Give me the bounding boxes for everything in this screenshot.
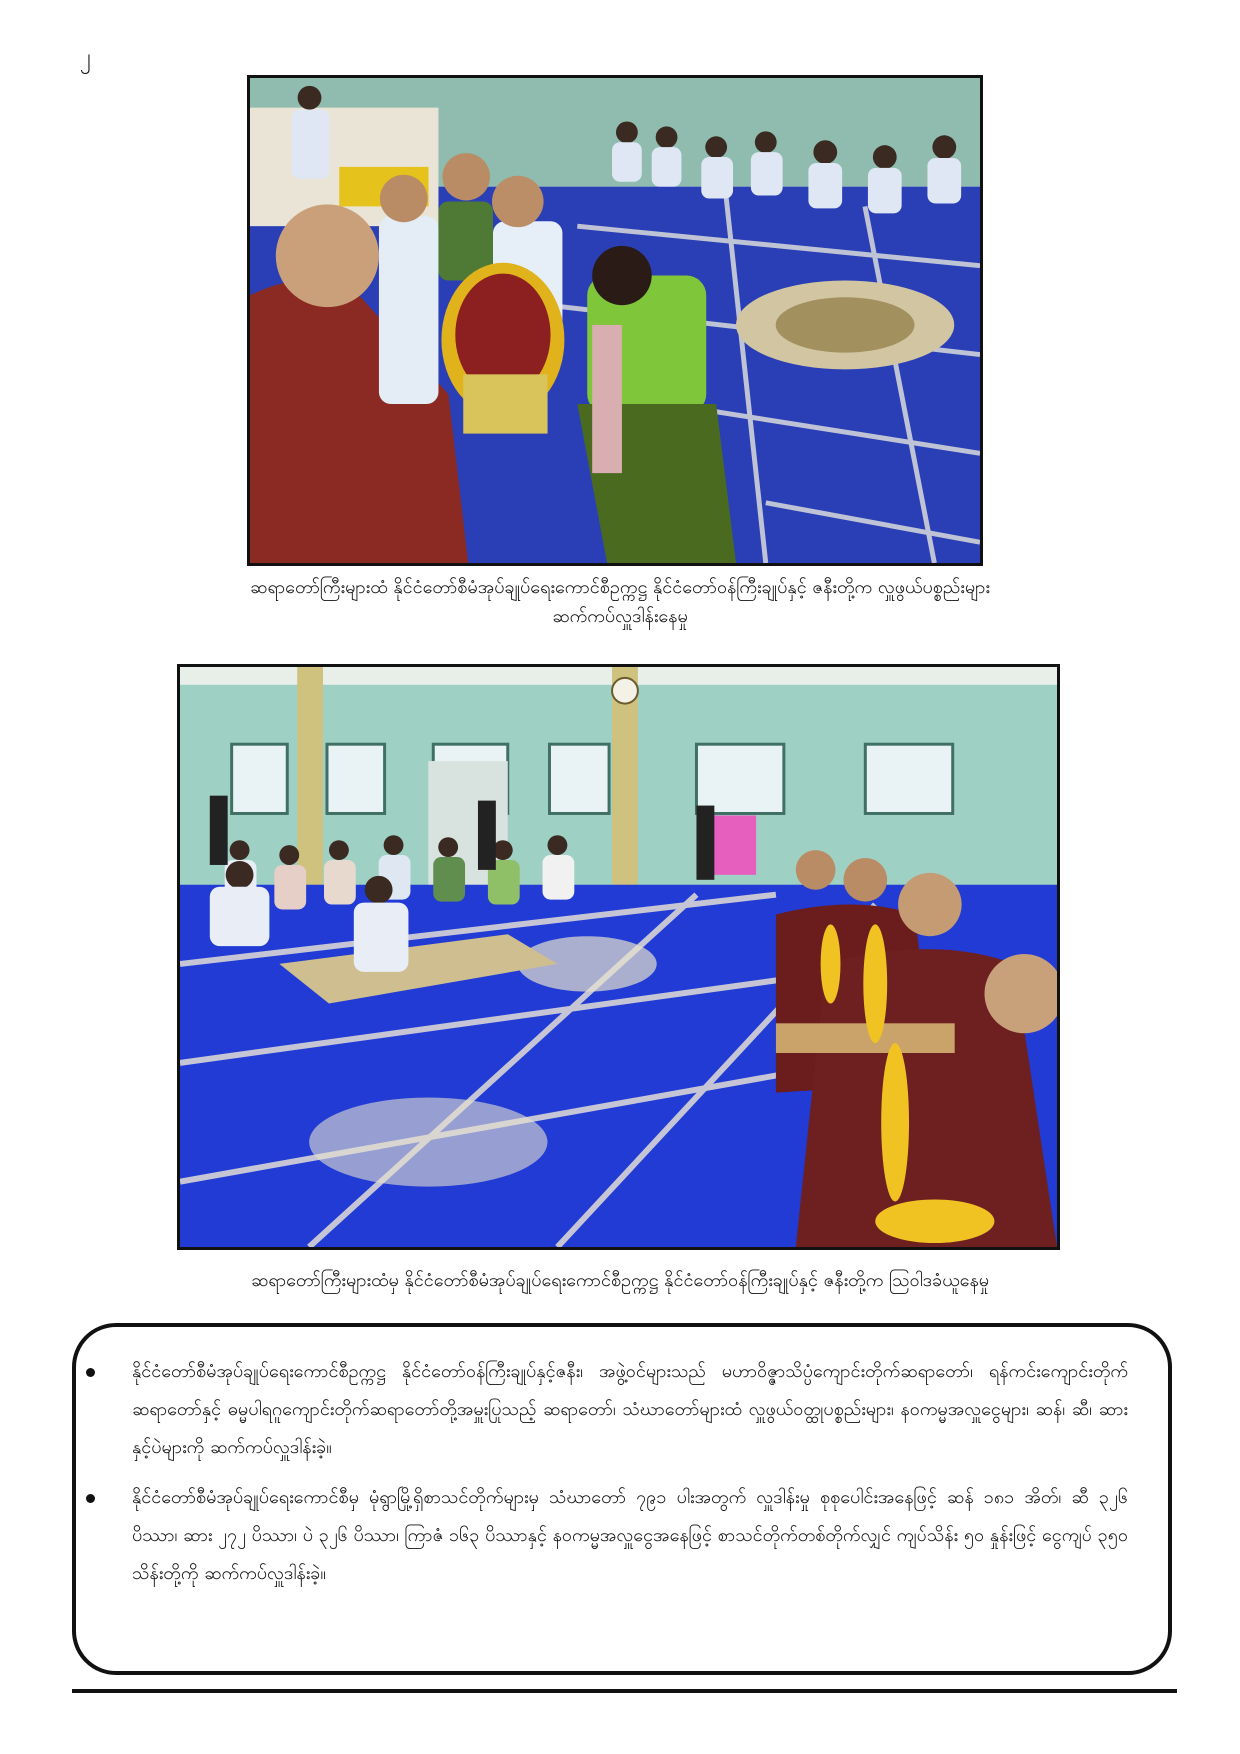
bullet-dot-icon xyxy=(86,1368,95,1377)
bottom-divider xyxy=(72,1689,1177,1693)
blessing-ceremony-photo xyxy=(177,664,1060,1250)
photo2-caption: ဆရာတော်ကြီးများထံမှ နိုင်ငံတော်စီမံအုပ်ချုပ်ရေးကောင်စီဥက္ကဋ္ဌ နိုင်ငံတော်ဝန်ကြီးချုပ်နှင့် ဇနီးတို့က ဩဝါဒခံယူနေမှု xyxy=(250,1270,990,1291)
summary-bullet-text: နိုင်ငံတော်စီမံအုပ်ချုပ်ရေးကောင်စီဥက္ကဋ္ဌ နိုင်ငံတော်ဝန်ကြီးချုပ်နှင့်ဇနီး၊ အဖွဲ့ဝင်များသည် မဟာဝိဇ္ဇာသိပ္ပံကျောင်းတိုက်ဆရာတော်၊ ရန်ကင်းကျောင်းတိုက်ဆရာတော်နှင့် ဓမ္မပါရဂူကျောင်းတိုက်ဆရာတော်တို့အမှူးပြုသည့် ဆရာတော်၊ သံဃာတော်များထံ လှူဖွယ်ဝတ္ထုပစ္စည်းများ၊ နဝကမ္မအလှူငွေများ၊ ဆန်၊ ဆီ၊ ဆားနှင့်ပဲများကို ဆက်ကပ်လှူဒါန်းခဲ့။ xyxy=(132,1361,1128,1458)
summary-bullet-list xyxy=(76,1327,1168,1593)
summary-bullet xyxy=(132,1353,1128,1467)
summary-box xyxy=(72,1323,1172,1675)
page-number: ၂ xyxy=(80,45,91,70)
photo1-caption-line2: ဆက်ကပ်လှူဒါန်းနေမှု xyxy=(552,606,688,627)
photo1-caption-line1: ဆရာတော်ကြီးများထံ နိုင်ငံတော်စီမံအုပ်ချုပ်ရေးကောင်စီဥက္ကဋ္ဌ နိုင်ငံတော်ဝန်ကြီးချုပ်နှင့် ဇနီးတို့က လှူဖွယ်ပစ္စည်းများ xyxy=(250,577,990,598)
donation-ceremony-photo xyxy=(247,75,983,566)
photo1-caption xyxy=(100,573,1140,631)
bullet-dot-icon xyxy=(86,1494,95,1503)
summary-bullet-text: နိုင်ငံတော်စီမံအုပ်ချုပ်ရေးကောင်စီမှ မုံရွာမြို့ရှိစာသင်တိုက်များမှ သံဃာတော် ၇၉၁ ပါးအတွက် လှူဒါန်းမှု စုစုပေါင်းအနေဖြင့် ဆန် ၁၈၁ အိတ်၊ ဆီ ၃၂၆ ပိဿာ၊ ဆား ၂၇၂ ပိဿာ၊ ပဲ ၃၂၆ ပိဿာ၊ ကြာဇံ ၁၆၃ ပိဿာနှင့် နဝကမ္မအလှူငွေအနေဖြင့် စာသင်တိုက်တစ်တိုက်လျှင် ကျပ်သိန်း ၅၀ နှုန်းဖြင့် ငွေကျပ် ၃၅၀ သိန်းတို့ကို ဆက်ကပ်လှူဒါန်းခဲ့။ xyxy=(132,1487,1129,1584)
summary-bullet xyxy=(132,1479,1128,1593)
